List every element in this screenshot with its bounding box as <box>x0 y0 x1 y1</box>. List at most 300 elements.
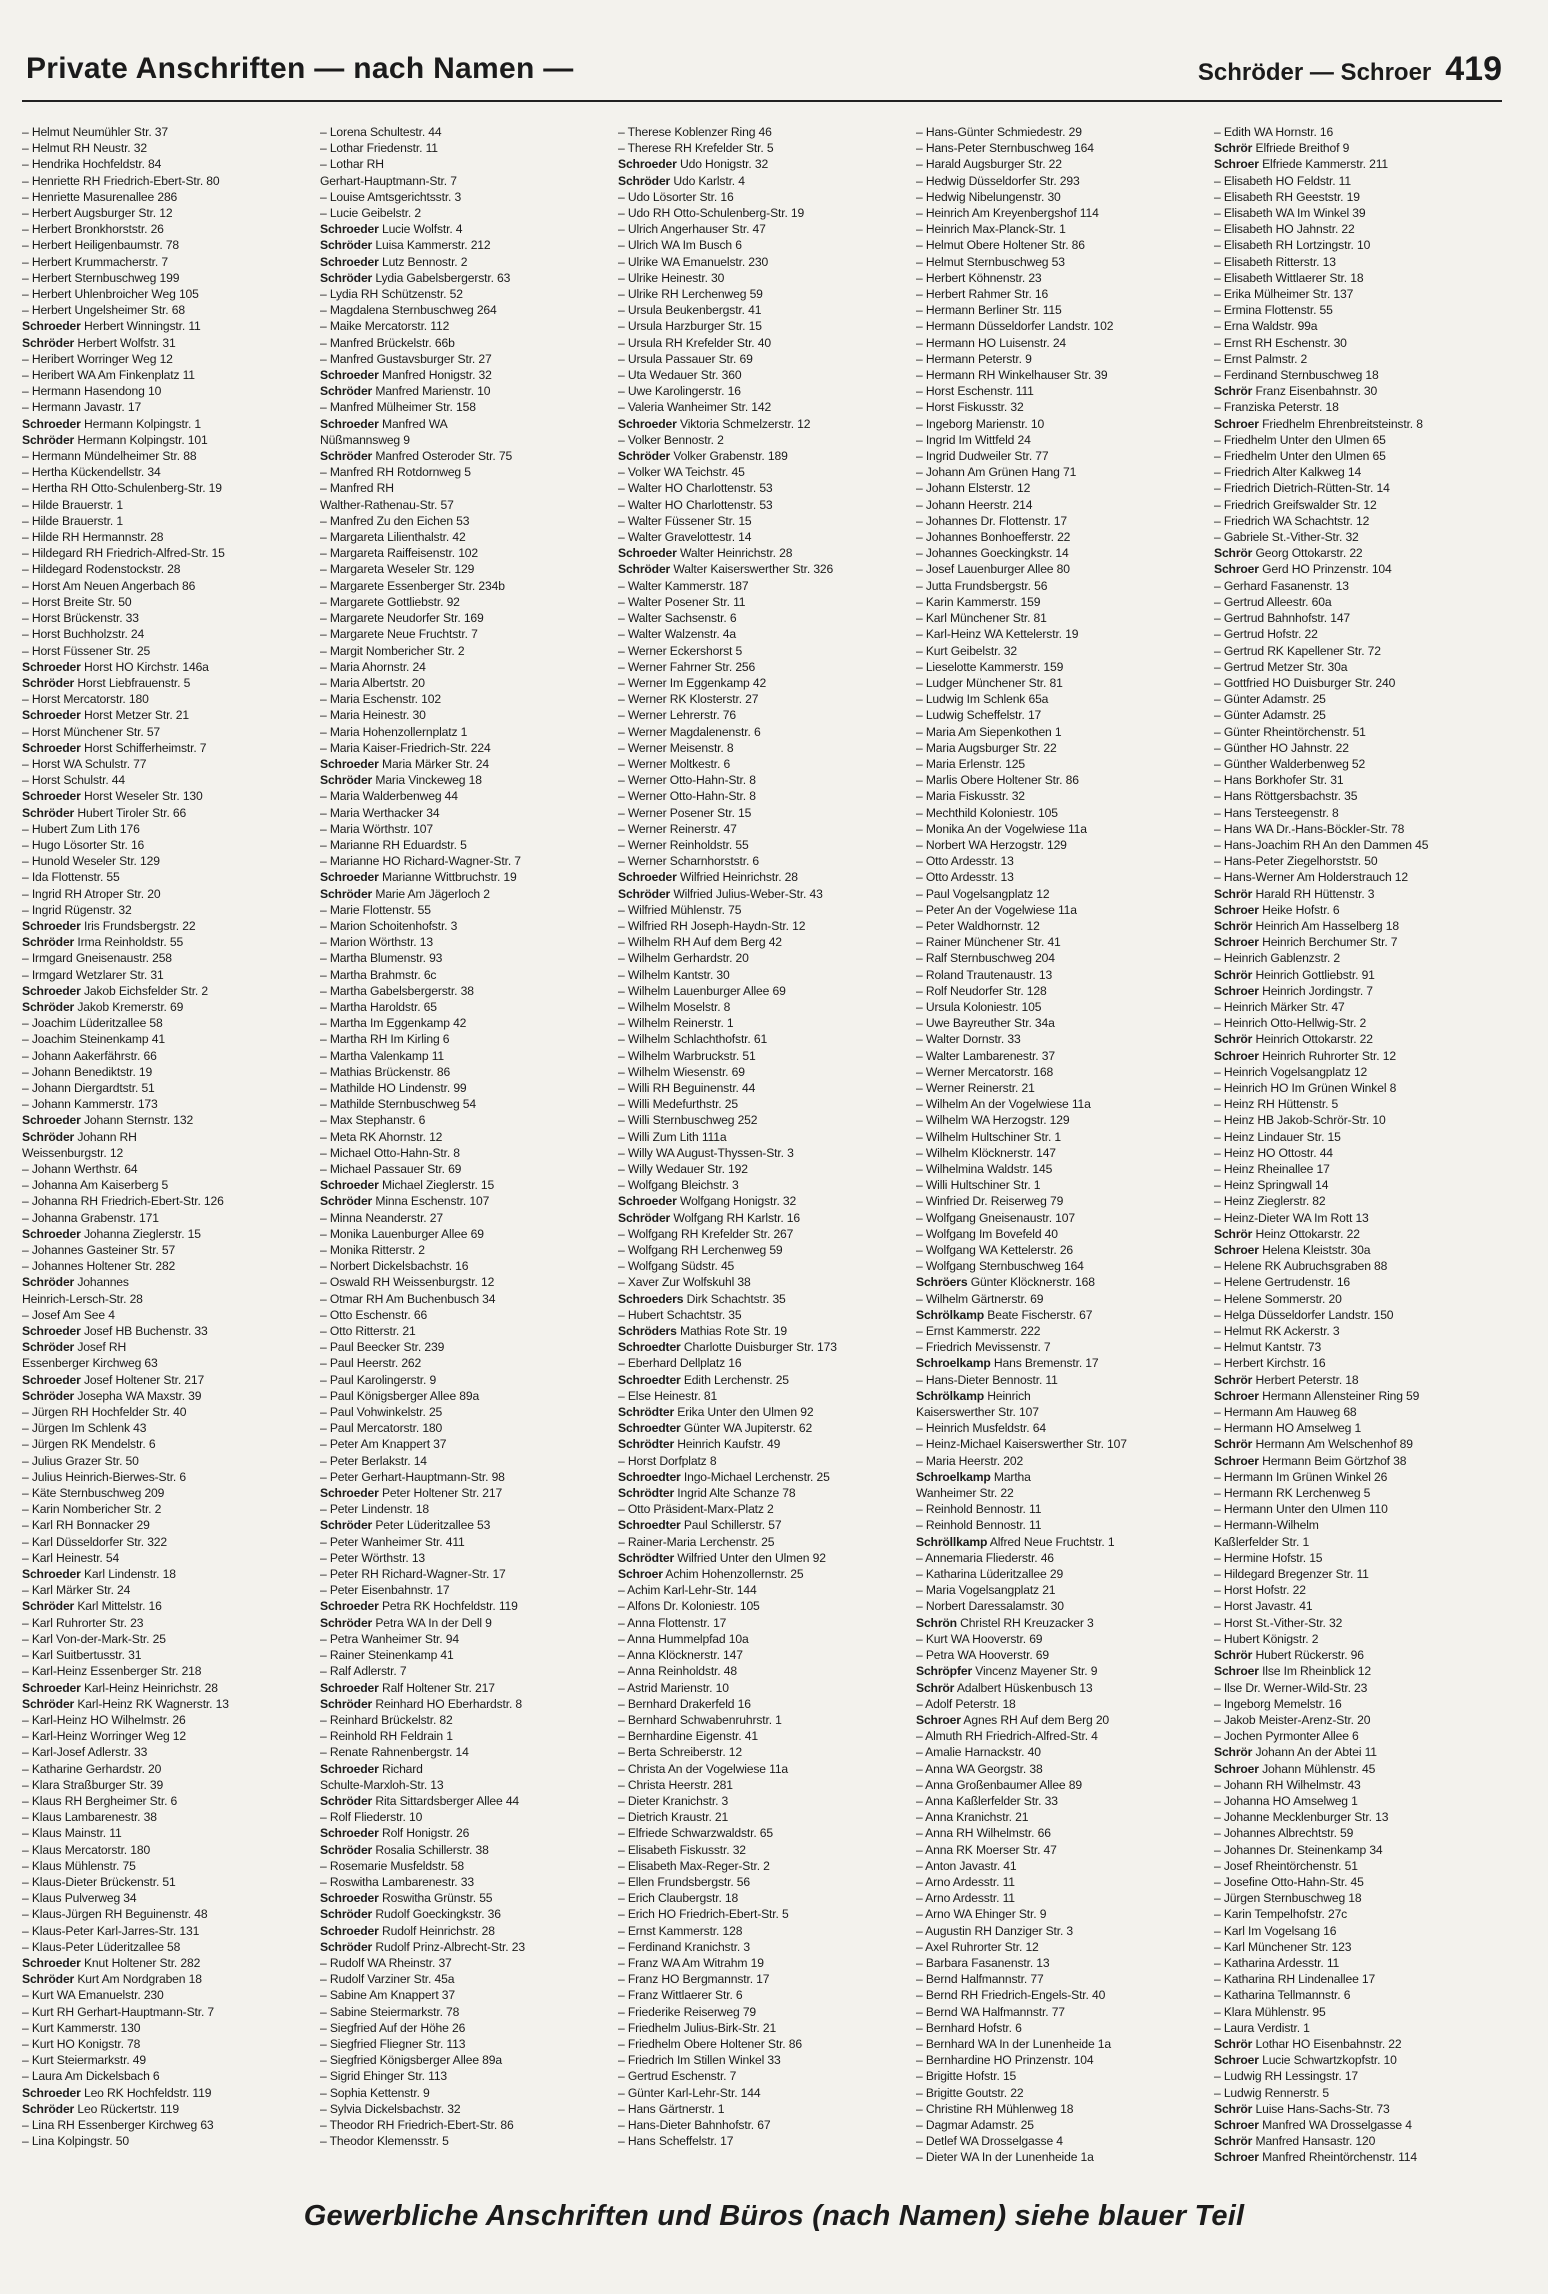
entry-text: – Wilhelmina Waldstr. 145 <box>916 1162 1053 1176</box>
entry-text: – Horst St.-Vither-Str. 32 <box>1214 1615 1343 1630</box>
directory-entry <box>1214 464 1506 480</box>
entry-text: – Ralf Adlerstr. 7 <box>320 1664 407 1679</box>
entry-text: – Ingeborg Memelstr. 16 <box>1214 1696 1342 1711</box>
directory-entry <box>1214 1291 1506 1307</box>
entry-text: Ralf Holtener Str. 217 <box>378 1680 495 1695</box>
directory-entry <box>1214 1923 1506 1939</box>
entry-text: – Paul Karolingerstr. 9 <box>320 1372 437 1387</box>
directory-entry <box>916 659 1208 675</box>
entry-surname: Schroer <box>1214 983 1259 998</box>
directory-entry <box>1214 1307 1506 1323</box>
directory-entry <box>1214 1501 1506 1517</box>
directory-entry <box>22 999 314 1015</box>
entry-text: – Ludwig RH Lessingstr. 17 <box>1214 2069 1358 2084</box>
entry-text: Lothar HO Eisenbahnstr. 22 <box>1252 2036 1402 2051</box>
entry-surname: Schroeder <box>618 1194 677 1209</box>
entry-text: – Jochen Pyrmonter Allee 6 <box>1214 1729 1359 1744</box>
entry-text: – Christa Heerstr. 281 <box>618 1777 733 1792</box>
entry-text: – Manfred Brückelstr. 66b <box>320 335 455 350</box>
directory-entry <box>320 1955 612 1971</box>
entry-surname: Schröder <box>618 449 671 464</box>
directory-entry <box>916 1485 1208 1501</box>
entry-text: – Wolfgang Im Bovefeld 40 <box>916 1226 1058 1241</box>
entry-text: Petra WA In der Dell 9 <box>372 1615 492 1630</box>
entry-surname: Schroeder <box>22 1680 81 1695</box>
directory-entry <box>22 1550 314 1566</box>
directory-entry <box>22 691 314 707</box>
entry-text: – Roland Trautenaustr. 13 <box>916 967 1053 982</box>
entry-text: – Kurt WA Emanuelstr. 230 <box>22 1988 164 2003</box>
directory-entry <box>320 707 612 723</box>
directory-entry <box>916 821 1208 837</box>
entry-surname: Schröder <box>320 1939 373 1954</box>
directory-entry <box>618 934 910 950</box>
directory-entry <box>320 999 612 1015</box>
entry-text: Rudolf Heinrichstr. 28 <box>378 1923 495 1938</box>
entry-text: – Magdalena Sternbuschweg 264 <box>320 303 497 318</box>
entry-surname: Schroer <box>1214 2117 1259 2132</box>
directory-entry <box>916 1728 1208 1744</box>
directory-entry <box>320 1842 612 1858</box>
directory-entry <box>320 156 612 172</box>
entry-text: – Anna Hummelpfad 10a <box>618 1631 749 1646</box>
directory-entry <box>22 1744 314 1760</box>
directory-entry <box>618 626 910 642</box>
directory-entry <box>618 189 910 205</box>
entry-text: – Martha Valenkamp 11 <box>320 1048 445 1063</box>
entry-text: – Hubert Zum Lith 176 <box>22 821 140 836</box>
directory-entry <box>22 2101 314 2117</box>
entry-surname: Schroeder <box>22 983 81 998</box>
directory-entry <box>916 124 1208 140</box>
directory-entry <box>22 1129 314 1145</box>
entry-text: Wilfried Julius-Weber-Str. 43 <box>670 886 823 901</box>
entry-text: – Dieter WA In der Lunenheide 1a <box>916 2150 1094 2165</box>
directory-entry <box>618 999 910 1015</box>
entry-text: – Helene Gertrudenstr. 16 <box>1214 1275 1351 1290</box>
entry-text: – Klaus-Dieter Brückenstr. 51 <box>22 1874 176 1889</box>
directory-entry <box>1214 643 1506 659</box>
entry-text: Luisa Kammerstr. 212 <box>372 238 491 253</box>
directory-entry <box>916 1825 1208 1841</box>
directory-entry <box>1214 999 1506 1015</box>
entry-text: Heinrich Am Hasselberg 18 <box>1252 918 1399 933</box>
directory-entry <box>618 448 910 464</box>
directory-entry <box>22 561 314 577</box>
entry-text: – Sabine Am Knappert 37 <box>320 1988 455 2003</box>
directory-entry <box>618 1761 910 1777</box>
directory-entry <box>916 561 1208 577</box>
entry-text: – Hertha RH Otto-Schulenberg-Str. 19 <box>22 481 222 496</box>
entry-text: – Reinhold RH Feldrain 1 <box>320 1729 453 1744</box>
directory-entry <box>618 1550 910 1566</box>
directory-entry <box>1214 2117 1506 2133</box>
entry-text: – Maria Ahornstr. 24 <box>320 659 426 674</box>
entry-text: – Heinrich Musfeldstr. 64 <box>916 1421 1046 1436</box>
entry-text: – Margarete Essenberger Str. 234b <box>320 578 505 593</box>
entry-text: – Rolf Neudorfer Str. 128 <box>916 983 1047 998</box>
directory-entry <box>916 270 1208 286</box>
directory-entry <box>320 756 612 772</box>
entry-text: Heinrich Berchumer Str. 7 <box>1258 935 1398 950</box>
entry-text: Josepha WA Maxstr. 39 <box>74 1388 202 1403</box>
entry-text: – Hermann Am Hauweg 68 <box>1214 1405 1357 1420</box>
entry-text: – Peter Wanheimer Str. 411 <box>320 1534 465 1549</box>
directory-entry <box>320 1550 612 1566</box>
entry-text: – Reinhold Bennostr. 11 <box>916 1502 1042 1517</box>
entry-text: Jakob Kremerstr. 69 <box>74 999 184 1014</box>
entry-text: – Werner Moltkestr. 6 <box>618 756 731 771</box>
entry-text: – Otto Ardesstr. 13 <box>916 870 1014 885</box>
entry-surname: Schroer <box>618 1567 663 1582</box>
entry-text: – Friedhelm Unter den Ulmen 65 <box>1214 432 1386 447</box>
entry-text: – Berta Schreiberstr. 12 <box>618 1745 743 1760</box>
entry-text: Rita Sittardsberger Allee 44 <box>372 1793 520 1808</box>
entry-text: – Siegfried Auf der Höhe 26 <box>320 2020 466 2035</box>
directory-entry <box>618 1193 910 1209</box>
entry-text: – Elisabeth Wittlaerer Str. 18 <box>1214 270 1364 285</box>
directory-entry <box>1214 1210 1506 1226</box>
directory-entry <box>1214 918 1506 934</box>
directory-entry <box>618 1015 910 1031</box>
entry-text: – Manfred Zu den Eichen 53 <box>320 513 470 528</box>
entry-text: Horst Liebfrauenstr. 5 <box>74 675 191 690</box>
entry-text: – Elisabeth Fiskusstr. 32 <box>618 1842 746 1857</box>
entry-text: Lutz Bennostr. 2 <box>378 254 468 269</box>
entry-text: – Uwe Karolingerstr. 16 <box>618 384 741 399</box>
entry-text: – Martha Brahmstr. 6c <box>320 967 437 982</box>
entry-text: – Laura Verdistr. 1 <box>1214 2020 1310 2035</box>
entry-surname: Schroeder <box>618 870 677 885</box>
directory-entry <box>916 1372 1208 1388</box>
directory-entry <box>22 1793 314 1809</box>
entry-text: – Werner Reinholdstr. 55 <box>618 837 749 852</box>
entry-text: – Elisabeth Max-Reger-Str. 2 <box>618 1858 770 1873</box>
directory-entry <box>618 1226 910 1242</box>
directory-entry <box>1214 886 1506 902</box>
entry-text: – Dietrich Kraustr. 21 <box>618 1810 729 1825</box>
entry-text: – Heinrich Vogelsangplatz 12 <box>1214 1064 1368 1079</box>
entry-text: – Helga Düsseldorfer Landstr. 150 <box>1214 1307 1394 1322</box>
directory-entry <box>1214 2004 1506 2020</box>
directory-entry <box>1214 1436 1506 1452</box>
entry-surname: Schröder <box>22 805 75 820</box>
entry-text: – Detlef WA Drosselgasse 4 <box>916 2134 1063 2149</box>
directory-entry <box>1214 351 1506 367</box>
directory-entry <box>22 626 314 642</box>
entry-text: – Julius Grazer Str. 50 <box>22 1453 139 1468</box>
directory-entry <box>320 1031 612 1047</box>
directory-entry <box>618 594 910 610</box>
entry-text: – Josefine Otto-Hahn-Str. 45 <box>1214 1874 1364 1889</box>
directory-entry <box>916 1615 1208 1631</box>
entry-text: – Ursula Koloniestr. 105 <box>916 999 1042 1014</box>
directory-entry <box>916 1096 1208 1112</box>
directory-entry <box>1214 853 1506 869</box>
entry-text: Josef Holtener Str. 217 <box>80 1372 205 1387</box>
directory-entry <box>916 772 1208 788</box>
entry-text: Gerd HO Prinzenstr. 104 <box>1258 562 1392 577</box>
entry-surname: Schrölkamp <box>916 1307 985 1322</box>
directory-entry <box>22 2052 314 2068</box>
entry-text: Gerhart-Hauptmann-Str. 7 <box>320 173 457 188</box>
directory-entry <box>1214 950 1506 966</box>
directory-entry <box>1214 383 1506 399</box>
directory-entry <box>1214 1566 1506 1582</box>
directory-entry <box>1214 1971 1506 1987</box>
directory-entry <box>22 1469 314 1485</box>
entry-text: Maria Vinckeweg 18 <box>372 773 482 788</box>
directory-entry <box>1214 1534 1506 1550</box>
directory-entry <box>22 1842 314 1858</box>
entry-text: – Walter Dornstr. 33 <box>916 1032 1021 1047</box>
directory-entry <box>320 724 612 740</box>
entry-text: – Herbert Sternbuschweg 199 <box>22 270 180 285</box>
directory-entry <box>916 1161 1208 1177</box>
entry-surname: Schroer <box>1214 2053 1259 2068</box>
directory-entry <box>618 659 910 675</box>
entry-text: Udo Honigstr. 32 <box>676 157 769 172</box>
directory-entry <box>22 1501 314 1517</box>
entry-text: – Ulrich WA Im Busch 6 <box>618 238 742 253</box>
entry-text: – Johanne Mecklenburger Str. 13 <box>1214 1810 1389 1825</box>
entry-text: – Joachim Lüderitzallee 58 <box>22 1016 163 1031</box>
directory-entry <box>22 821 314 837</box>
entry-text: – Irmgard Wetzlarer Str. 31 <box>22 967 164 982</box>
entry-surname: Schrödter <box>618 1550 675 1565</box>
directory-entry <box>916 497 1208 513</box>
entry-text: – Wilhelm RH Auf dem Berg 42 <box>618 935 782 950</box>
entry-text: – Werner Magdalenenstr. 6 <box>618 724 761 739</box>
entry-text: – Friedrich Greifswalder Str. 12 <box>1214 497 1377 512</box>
entry-text: – Therese RH Krefelder Str. 5 <box>618 141 774 156</box>
directory-entry <box>916 399 1208 415</box>
directory-entry <box>1214 1485 1506 1501</box>
entry-text: – Walter Kammerstr. 187 <box>618 578 749 593</box>
entry-text: – Henriette Masurenallee 286 <box>22 189 178 204</box>
entry-text: – Karl Düsseldorfer Str. 322 <box>22 1534 168 1549</box>
directory-entry <box>320 1631 612 1647</box>
entry-text: Viktoria Schmelzerstr. 12 <box>676 416 811 431</box>
entry-surname: Schrör <box>1214 918 1253 933</box>
directory-entry <box>22 2085 314 2101</box>
directory-entry <box>618 1258 910 1274</box>
directory-entry <box>618 399 910 415</box>
entry-text: Horst HO Kirchstr. 146a <box>80 659 209 674</box>
entry-surname: Schröder <box>22 2101 75 2116</box>
entry-text: Heinz Ottokarstr. 22 <box>1252 1226 1360 1241</box>
entry-text: – Johannes Dr. Flottenstr. 17 <box>916 513 1067 528</box>
directory-entry <box>1214 707 1506 723</box>
directory-entry <box>916 1420 1208 1436</box>
directory-entry <box>320 1598 612 1614</box>
directory-entry <box>320 805 612 821</box>
directory-entry <box>618 853 910 869</box>
entry-text: – Horst Buchholzstr. 24 <box>22 627 145 642</box>
entry-text: – Margarete Neudorfer Str. 169 <box>320 611 484 626</box>
column-2 <box>320 124 618 2174</box>
entry-text: – Hildegard Rodenstockstr. 28 <box>22 562 181 577</box>
directory-entry <box>618 1080 910 1096</box>
directory-entry <box>1214 1517 1506 1533</box>
entry-text: – Maria Augsburger Str. 22 <box>916 740 1057 755</box>
entry-text: Charlotte Duisburger Str. 173 <box>680 1340 837 1355</box>
directory-entry <box>320 1615 612 1631</box>
directory-entry <box>916 1874 1208 1890</box>
directory-entry <box>618 1517 910 1533</box>
directory-entry <box>22 140 314 156</box>
directory-entry <box>320 1161 612 1177</box>
directory-entry <box>1214 270 1506 286</box>
entry-text: – Walter Gravelottestr. 14 <box>618 530 752 545</box>
directory-entry <box>916 950 1208 966</box>
entry-text: – Hermann Düsseldorfer Landstr. 102 <box>916 319 1114 334</box>
directory-entry <box>1214 1890 1506 1906</box>
directory-entry <box>1214 286 1506 302</box>
directory-entry <box>916 1129 1208 1145</box>
directory-entry <box>916 967 1208 983</box>
directory-entry <box>1214 1193 1506 1209</box>
directory-entry <box>320 1663 612 1679</box>
entry-text: – Helene Sommerstr. 20 <box>1214 1291 1342 1306</box>
entry-text: Peter Holtener Str. 217 <box>378 1486 503 1501</box>
entry-text: Johann An der Abtei 11 <box>1252 1745 1377 1760</box>
entry-text: – Manfred RH <box>320 481 394 496</box>
directory-entry <box>618 1842 910 1858</box>
directory-entry <box>916 1582 1208 1598</box>
entry-text: Ilse Im Rheinblick 12 <box>1258 1664 1372 1679</box>
directory-entry <box>320 1355 612 1371</box>
directory-entry <box>618 788 910 804</box>
directory-entry <box>22 1939 314 1955</box>
entry-text: – Rosemarie Musfeldstr. 58 <box>320 1858 464 1873</box>
directory-entry <box>22 578 314 594</box>
directory-entry <box>1214 2085 1506 2101</box>
entry-surname: Schroeder <box>22 319 81 334</box>
directory-entry <box>320 1987 612 2003</box>
entry-text: – Günter Rheintörchenstr. 51 <box>1214 724 1366 739</box>
entry-surname: Schröder <box>22 1129 75 1144</box>
directory-entry <box>320 594 612 610</box>
directory-entry <box>618 1210 910 1226</box>
entry-text: – Johann Werthstr. 64 <box>22 1162 138 1176</box>
directory-entry <box>22 1971 314 1987</box>
entry-text: – Wilhelm Warbruckstr. 51 <box>618 1048 756 1063</box>
entry-text: – Wilhelm Hultschiner Str. 1 <box>916 1129 1062 1144</box>
entry-surname: Schröder <box>320 384 373 399</box>
entry-text: – Maria Heerstr. 202 <box>916 1453 1024 1468</box>
entry-text: – Kurt WA Hooverstr. 69 <box>916 1631 1043 1646</box>
entry-text: – Willi Hultschiner Str. 1 <box>916 1178 1041 1193</box>
entry-text: – Amalie Harnackstr. 40 <box>916 1745 1041 1760</box>
directory-entry <box>916 1890 1208 1906</box>
directory-entry <box>916 1550 1208 1566</box>
entry-text: – Friedrich Dietrich-Rütten-Str. 14 <box>1214 481 1390 496</box>
directory-entry <box>1214 480 1506 496</box>
directory-entry <box>916 529 1208 545</box>
entry-surname: Schröder <box>618 886 671 901</box>
directory-entry <box>1214 1145 1506 1161</box>
entry-text: Elfriede Breithof 9 <box>1252 141 1350 156</box>
directory-entry <box>320 302 612 318</box>
entry-text: Hermann Kolpingstr. 101 <box>74 432 208 447</box>
entry-text: – Johanna RH Friedrich-Ebert-Str. 126 <box>22 1194 224 1209</box>
directory-entry <box>618 837 910 853</box>
entry-text: – Hans-Peter Sternbuschweg 164 <box>916 141 1094 156</box>
entry-surname: Schrör <box>1214 546 1253 561</box>
entry-surname: Schroeder <box>22 659 81 674</box>
entry-text: – Julius Heinrich-Bierwes-Str. 6 <box>22 1469 186 1484</box>
entry-surname: Schroer <box>1214 416 1259 431</box>
directory-entry <box>320 788 612 804</box>
entry-text: – Sigrid Ehinger Str. 113 <box>320 2069 448 2084</box>
entry-text: – Ludwig Rennerstr. 5 <box>1214 2085 1330 2100</box>
directory-entry <box>618 950 910 966</box>
directory-entry <box>22 1890 314 1906</box>
directory-entry <box>22 2036 314 2052</box>
entry-surname: Schröder <box>22 1275 75 1290</box>
directory-entry <box>320 1242 612 1258</box>
directory-entry <box>916 1631 1208 1647</box>
directory-entry <box>22 724 314 740</box>
entry-text: – Anna Kaßlerfelder Str. 33 <box>916 1793 1058 1808</box>
directory-entry <box>22 173 314 189</box>
directory-entry <box>916 2036 1208 2052</box>
entry-surname: Schroer <box>1214 902 1259 917</box>
directory-entry <box>1214 140 1506 156</box>
directory-entry <box>618 1582 910 1598</box>
entry-surname: Schroeder <box>320 1178 379 1193</box>
entry-text: – Heinz-Dieter WA Im Rott 13 <box>1214 1210 1369 1225</box>
entry-text: – Wilhelm WA Herzogstr. 129 <box>916 1113 1070 1128</box>
entry-text: – Valeria Wanheimer Str. 142 <box>618 400 772 415</box>
entry-text: – Wolfgang Südstr. 45 <box>618 1259 735 1274</box>
directory-entry <box>320 318 612 334</box>
directory-entry <box>320 837 612 853</box>
entry-text: – Axel Ruhrorter Str. 12 <box>916 1939 1039 1954</box>
entry-text: – Hans-Peter Ziegelhorststr. 50 <box>1214 854 1378 869</box>
directory-entry <box>1214 529 1506 545</box>
directory-entry <box>320 1469 612 1485</box>
directory-entry <box>618 805 910 821</box>
entry-text: – Rainer Steinenkamp 41 <box>320 1648 454 1663</box>
entry-text: – Helmut RH Neustr. 32 <box>22 141 147 156</box>
entry-text: – Winfried Dr. Reiserweg 79 <box>916 1194 1064 1209</box>
entry-text: – Kurt RH Gerhart-Hauptmann-Str. 7 <box>22 2004 215 2019</box>
entry-text: Herbert Peterstr. 18 <box>1252 1372 1359 1387</box>
entry-surname: Schrör <box>916 1680 955 1695</box>
directory-entry <box>22 967 314 983</box>
directory-entry <box>22 529 314 545</box>
entry-text: Rosalia Schillerstr. 38 <box>372 1842 489 1857</box>
directory-entry <box>618 286 910 302</box>
directory-entry <box>618 1404 910 1420</box>
directory-entry <box>1214 302 1506 318</box>
directory-entry <box>22 1615 314 1631</box>
entry-text: – Lorena Schultestr. 44 <box>320 125 442 139</box>
directory-entry <box>618 772 910 788</box>
directory-entry <box>618 707 910 723</box>
entry-text: Wanheimer Str. 22 <box>916 1486 1014 1501</box>
entry-text: – Karin Kammerstr. 159 <box>916 594 1041 609</box>
entry-text: Horst Weseler Str. 130 <box>80 789 203 804</box>
entry-text: Karl-Heinz Heinrichstr. 28 <box>80 1680 218 1695</box>
directory-entry <box>618 1712 910 1728</box>
entry-text: – Maria Erlenstr. 125 <box>916 756 1025 771</box>
directory-entry <box>916 448 1208 464</box>
entry-text: – Helmut Obere Holtener Str. 86 <box>916 238 1085 253</box>
directory-entry <box>618 1161 910 1177</box>
